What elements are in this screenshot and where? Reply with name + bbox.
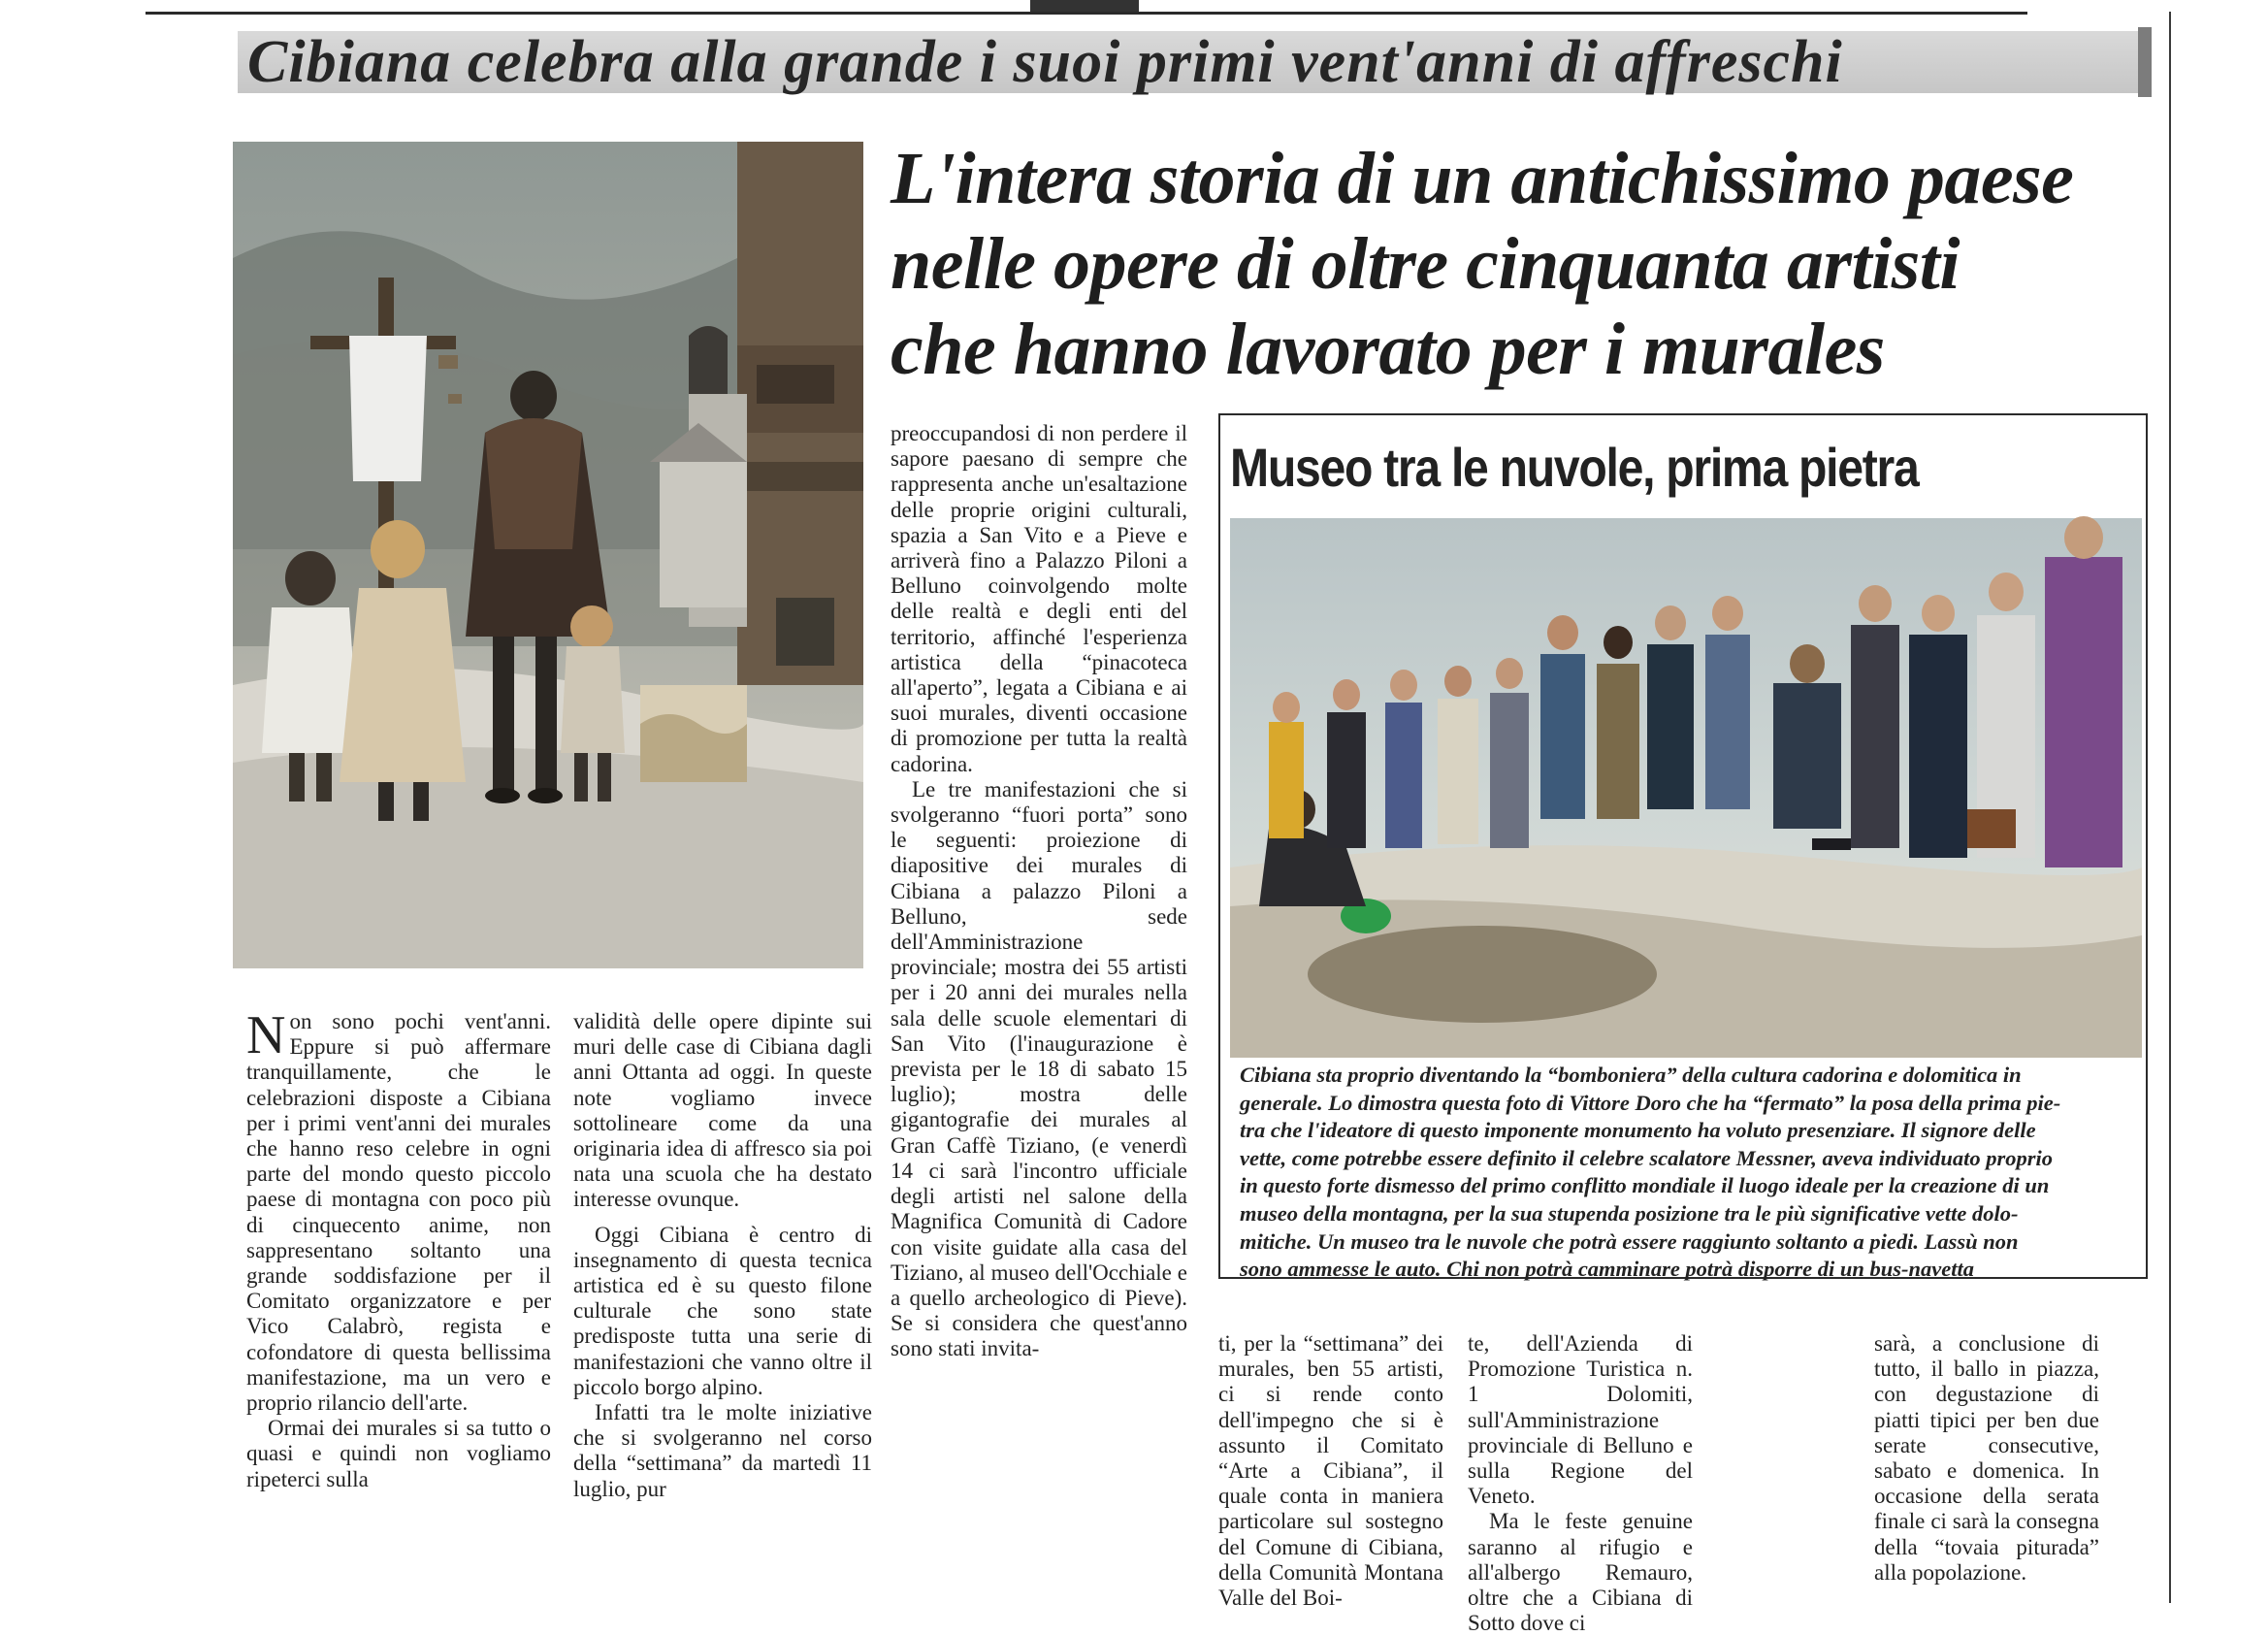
sidebar-title: Museo tra le nuvole, prima pietra [1230,437,1919,498]
paragraph: preoccupandosi di non perdere il sapore paesano di sempre che rappresenta anche un'esaltazione delle proprie origini culturali, spazia a San Vito e a Pieve e arriverà fino a Palazzo Piloni a Belluno coinvolgendo molte delle realtà e degli enti del territorio, affinché l'esperienza artistica della “pinacoteca all'aperto”, legata a Cibiana e ai suoi murales, diventi occasione di promozione per tutta la realtà cadorina. [891,421,1187,776]
ceremony-photo-illustration [1230,518,2142,1058]
kicker-edge [2138,27,2152,97]
page-right-border [2169,12,2171,1603]
caption-line: Cibiana sta proprio diventando la “bomboniera” della cultura cadorina e dolomitica in [1240,1063,2022,1087]
top-rule [146,12,2027,15]
caption-line: tra che l'ideatore di questo imponente monumento ha voluto presenziare. Il signore delle [1240,1118,2036,1143]
article-column-3 [891,421,1187,1605]
mural-painting-illustration [233,142,863,968]
paragraph: Ma le feste genuine saranno al rifugio e all'albergo Remauro, oltre che a Cibiana di Sotto dove ci [1468,1509,1693,1636]
paragraph: sarà, a conclusione di tutto, il ballo in piazza, con degustazione di piatti tipici per ben due serate consecutive, sabato e domenica. In occasione della serata finale ci sarà la consegna della “tovaia piturada” alla popolazione. [1874,1331,2099,1585]
mural-painting-image [233,142,863,968]
drop-cap: N [246,1005,286,1065]
paragraph: Le tre manifestazioni che si svolgeranno “fuori porta” sono le seguenti: proiezione di diapositive dei murales di Cibiana a palazzo Piloni a Belluno, sede dell'Amministrazione provinciale; mostra dei 55 artisti per i 20 anni dei murales nella sala delle scuole elementari di San Vito (l'inaugurazione è prevista per le 18 di sabato 15 luglio); mostra delle gigantografie dei murales al Gran Caffè Tiziano, (e venerdì 14 ci sarà l'incontro ufficiale degli artisti nel salone della Magnifica Comunità di Cadore con visite guidate alla casa del Tiziano, al museo dell'Occhiale e a quello archeologico di Pieve). Se si considera che quest'anno sono stati invita- [891,776,1187,1361]
kicker-banner: Cibiana celebra alla grande i suoi primi vent'anni di affreschi [238,31,2139,93]
photo-caption [1240,1062,2140,1284]
caption-line: sono ammesse le auto. Chi non potrà camminare potrà disporre di un bus-navetta [1240,1257,1974,1282]
caption-line: museo della montagna, per la sua stupenda posizione tra le più significative vette dolo- [1240,1200,2019,1226]
paragraph: on sono pochi vent'anni. Eppure si può affermare tranquillamente, che le celebrazioni disposte a Cibiana per i primi vent'anni dei murales che hanno reso celebre in ogni parte del mondo questo piccolo paese di montagna con poco più di cinquecento anime, non sappresentano soltanto una grande soddisfazione per il Comitato organizzatore e per Vico Calabrò, regista e cofondatore di questa bellissima manifestazione, ma un vero e proprio rilancio dell'arte. [246,1009,551,1416]
caption-line: mitiche. Un museo tra le nuvole che potrà essere raggiunto soltanto a piedi. Lassù non [1240,1228,2019,1254]
article-column-2 [573,1009,872,1605]
caption-line: in questo forte dismesso del primo conflitto mondiale il luogo ideale per la creazione di un [1240,1173,2050,1198]
paragraph: Oggi Cibiana è centro di insegnamento di questa tecnica artistica ed è su questo filone culturale che sono state predisposte tutta una serie di manifestazioni che vanno oltre il piccolo borgo alpino. [573,1222,872,1399]
headline-line: che hanno lavorato per i murales [891,309,1885,390]
paragraph: Ormai dei murales si sa tutto o quasi e quindi non vogliamo ripeterci sulla [246,1416,551,1491]
caption-line: generale. Lo dimostra questa foto di Vittore Doro che ha “fermato” la posa della prima pie- [1240,1090,2061,1115]
article-column-4 [1218,1331,1443,1611]
headline-line: nelle opere di oltre cinquanta artisti [891,223,1960,305]
article-column-1 [246,1005,551,1605]
headline-line: L'intera storia di un antichissimo paese [891,138,2074,219]
caption-line: vette, come potrebbe essere definito il celebre scalatore Messner, aveva individuato proprio [1240,1145,2053,1170]
paragraph: ti, per la “settimana” dei murales, ben 55 artisti, ci si rende conto dell'impegno che si è assunto il Comitato “Arte a Cibiana”, il quale conta in maniera particolare sul sostegno del Comune di Cibiana, della Comunità Montana Valle del Boi- [1218,1331,1443,1611]
paragraph: validità delle opere dipinte sui muri delle case di Cibiana dagli anni Ottanta ad oggi. In queste note vogliamo invece sottolineare come da una originaria idea di affresco sia poi nata una scuola che ha destato interesse ovunque. [573,1009,872,1212]
headline [891,136,2161,392]
article-column-5 [1468,1331,1693,1636]
paragraph: Infatti tra le molte iniziative che si svolgeranno nel corso della “settimana” da martedì 11 luglio, pur [573,1400,872,1501]
masthead-fragment [1030,0,1139,12]
article-column-6 [1874,1331,2099,1605]
ceremony-photo [1230,518,2142,1058]
paragraph: te, dell'Azienda di Promozione Turistica n. 1 Dolomiti, sull'Amministrazione provinciale di Belluno e sulla Regione del Veneto. [1468,1331,1693,1509]
